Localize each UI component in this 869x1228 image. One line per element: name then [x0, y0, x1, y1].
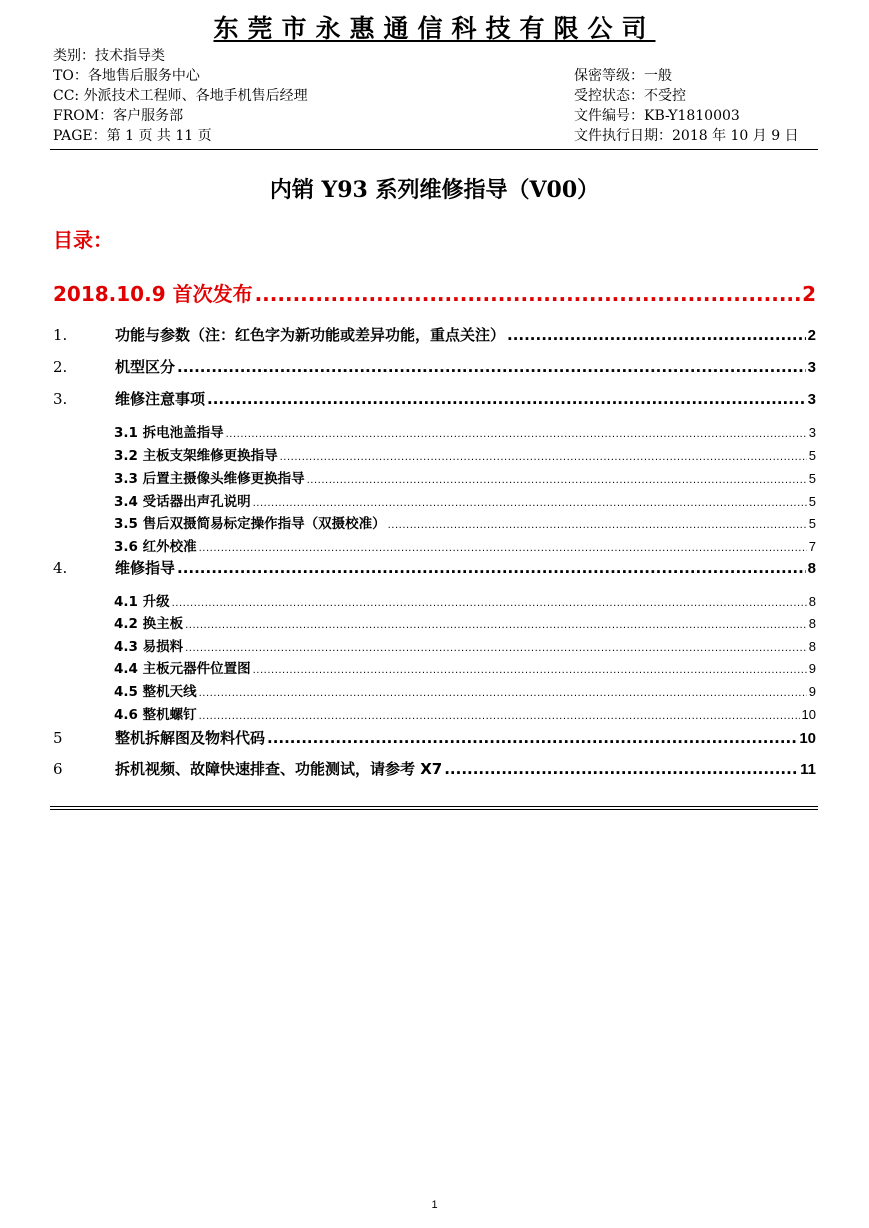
toc-entry-label: 4.1 升级: [114, 594, 170, 610]
toc-entry-page: 10: [799, 730, 816, 747]
toc-entry-label: 3.2 主板支架维修更换指导: [114, 448, 278, 464]
toc-entry-page: 5: [808, 516, 816, 531]
toc-entry-number: 6: [53, 760, 63, 778]
toc-entry-label: 功能与参数（注：红色字为新功能或差异功能，重点关注）: [115, 326, 506, 344]
toc-entry-page: 8: [807, 560, 816, 577]
toc-entry-label: 维修指导: [115, 559, 176, 577]
toc-entry-number: 1.: [53, 326, 68, 344]
company-name: [0, 12, 869, 46]
toc-entry-page: 2: [807, 327, 816, 344]
toc-entry-label: 4.4 主板元器件位置图: [114, 661, 251, 677]
toc-entry-4-5[interactable]: [114, 680, 816, 700]
toc-entry-2[interactable]: [53, 356, 816, 377]
toc-leader-dots: [444, 760, 798, 778]
toc-entry-3-6[interactable]: [114, 535, 816, 555]
toc-entry-4-6[interactable]: [114, 703, 816, 723]
toc-end-divider-second: [50, 809, 818, 810]
toc-entry-page: 8: [808, 616, 816, 631]
toc-entry-label: 3.1 拆电池盖指导: [114, 425, 224, 441]
toc-entry-page: 2: [802, 282, 816, 306]
toc-entry-4-1[interactable]: [114, 590, 816, 610]
header-meta-left: [53, 46, 308, 146]
toc-entry-page: 5: [808, 494, 816, 509]
toc-leader-dots: [226, 429, 807, 440]
toc-entry-3-5[interactable]: [114, 512, 816, 532]
toc-entry-1[interactable]: [53, 324, 816, 345]
header-meta-right: [574, 66, 799, 146]
toc-entry-page: 10: [801, 707, 816, 722]
control-status-line: 受控状态：不受控: [574, 88, 686, 104]
company-name-text: 东莞市永惠通信科技有限公司: [213, 14, 656, 43]
toc-entry-3-1[interactable]: [114, 421, 816, 441]
toc-leader-dots: [177, 358, 806, 376]
toc-entry-3[interactable]: [53, 388, 816, 409]
toc-leader-dots: [253, 665, 807, 676]
toc-entry-page: 9: [808, 684, 816, 699]
toc-leader-dots: [388, 520, 807, 531]
toc-entry-4-3[interactable]: [114, 635, 816, 655]
toc-entry-number: 5: [53, 729, 63, 747]
exec-date-line: 文件执行日期：2018 年 10 月 9 日: [574, 128, 799, 144]
toc-entry-page: 8: [808, 639, 816, 654]
toc-entry-label: 2018.10.9 首次发布: [53, 282, 253, 306]
toc-leader-dots: [199, 543, 807, 554]
toc-leader-dots: [185, 643, 807, 654]
toc-entry-3-2[interactable]: [114, 444, 816, 464]
toc-heading: 目录：: [53, 228, 113, 252]
toc-leader-dots: [255, 282, 801, 306]
toc-entry-label: 3.4 受话器出声孔说明: [114, 494, 251, 510]
toc-leader-dots: [185, 620, 807, 631]
toc-entry-4-4[interactable]: [114, 657, 816, 677]
toc-entry-label: 机型区分: [115, 358, 176, 376]
toc-entry-label: 3.3 后置主摄像头维修更换指导: [114, 471, 305, 487]
toc-entry-6[interactable]: [53, 758, 816, 779]
toc-entry-label: 4.5 整机天线: [114, 684, 197, 700]
from-line: FROM：客户服务部: [53, 108, 184, 124]
toc-entry-page: 3: [808, 425, 816, 440]
toc-leader-dots: [253, 498, 807, 509]
toc-entry-number: 3.: [53, 390, 68, 408]
toc-entry-number: 2.: [53, 358, 68, 376]
toc-entry-page: 8: [808, 594, 816, 609]
toc-entry-label: 4.2 换主板: [114, 616, 184, 632]
toc-entry-page: 9: [808, 661, 816, 676]
page-count-line: PAGE：第 1 页 共 11 页: [53, 128, 212, 144]
toc-leader-dots: [199, 688, 807, 699]
toc-leader-dots: [307, 475, 807, 486]
doc-number-line: 文件编号：KB-Y1810003: [574, 108, 740, 124]
toc-entry-4-2[interactable]: [114, 612, 816, 632]
header-divider: [50, 149, 818, 150]
toc-entry-3-4[interactable]: [114, 490, 816, 510]
cc-line: CC: 外派技术工程师、各地手机售后经理: [53, 88, 308, 104]
toc-leader-dots: [172, 598, 807, 609]
document-title: 内销 Y93 系列维修指导（V00）: [269, 177, 600, 203]
toc-entry-label: 3.5 售后双摄简易标定操作指导（双摄校准）: [114, 516, 386, 532]
toc-entry-4[interactable]: [53, 557, 816, 578]
toc-leader-dots: [267, 729, 797, 747]
category-line: 类别：技术指导类: [53, 48, 165, 64]
to-line: TO：各地售后服务中心: [53, 68, 200, 84]
toc-leader-dots: [177, 559, 806, 577]
toc-entry-number: 4.: [53, 559, 68, 577]
toc-entry-label: 4.6 整机螺钉: [114, 707, 197, 723]
toc-entry-page: 3: [807, 391, 816, 408]
toc-entry-release[interactable]: [53, 278, 816, 307]
toc-entry-label: 4.3 易损料: [114, 639, 184, 655]
toc-entry-page: 5: [808, 471, 816, 486]
toc-leader-dots: [199, 711, 800, 722]
toc-leader-dots: [207, 390, 806, 408]
toc-entry-label: 拆机视频、故障快速排查、功能测试，请参考 X7: [115, 760, 443, 778]
toc-entry-page: 7: [808, 539, 816, 554]
toc-entry-page: 11: [800, 761, 816, 778]
toc-entry-label: 整机拆解图及物料代码: [115, 729, 266, 747]
toc-entry-3-3[interactable]: [114, 467, 816, 487]
toc-entry-label: 3.6 红外校准: [114, 539, 197, 555]
toc-entry-label: 维修注意事项: [115, 390, 206, 408]
toc-leader-dots: [507, 326, 806, 344]
toc-entry-page: 3: [807, 359, 816, 376]
page-number: 1: [431, 1199, 438, 1211]
toc-end-divider: [50, 806, 818, 807]
toc-entry-5[interactable]: [53, 727, 816, 748]
confidentiality-line: 保密等级：一般: [574, 68, 672, 84]
toc-leader-dots: [280, 452, 807, 463]
toc-entry-page: 5: [808, 448, 816, 463]
